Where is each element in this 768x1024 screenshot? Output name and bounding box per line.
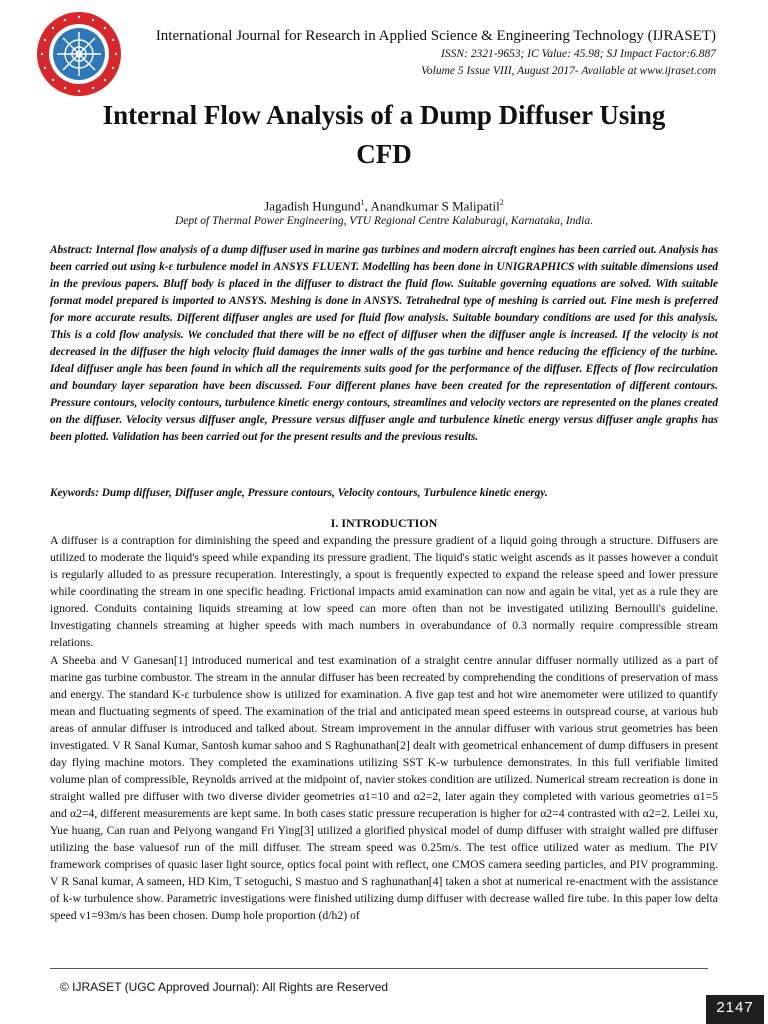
issn-line: ISSN: 2321-9653; IC Value: 45.98; SJ Impact Factor:6.887 xyxy=(441,48,716,60)
author-name: Jagadish Hungund xyxy=(264,198,361,214)
author-name: Anandkumar S Malipatil xyxy=(370,198,500,214)
intro-paragraph-1: A diffuser is a contraption for diminishing the speed and expanding the pressure gradient of a liquid going through a structure. Diffusers are utilized to moderate the liquid's speed while expanding its pressure gradient. The liquid's static weight ascends as it passes however a conduit is regularly alluded to as pressure recuperation. Interestingly, a spout is frequently expected to expand the release speed and lower pressure while coordinating the stream in one specific heading. Frictional impacts amid examination can now and again be vital, yet as a rule they are ignored. Conduits containing liquids streaming at low speed can more often than not be investigated utilizing Bernoulli's guideline. Investigating channels streaming at higher speeds with mach numbers in overabundance of 0.3 normally require compressible stream relations. xyxy=(50,534,718,649)
abstract: Abstract: Internal flow analysis of a dump diffuser used in marine gas turbines and modern aircraft engines has been carried out. Analysis has been carried out using k-ε turbulence model in ANSYS FLUENT. Modelling has been done in UNIGRAPHICS with suitable dimensions used in the previous papers. Bluff body is placed in the diffuser to distract the fluid flow. Suitable governing equations are solved. With suitable format model prepared is imported to ANSYS. Meshing is done in ANSYS. Tetrahedral type of meshing is carried out. Fine mesh is preferred for more accurate results. Different diffuser angles are used for fluid flow analysis. Suitable boundary conditions are used for this analysis. This is a cold flow analysis. We concluded that there will be no effect of diffuser when the diffuser angle is increased. If the velocity is not decreased in the diffuser the high velocity fluid damages the inner walls of the gas turbine and hence reducing the efficiency of the turbine. Ideal diffuser angle has been found in which all the requirements suits good for the performance of the diffuser. Effects of flow recirculation and boundary layer separation have been discussed. Four different planes have been created for the representation of different contours. Pressure contours, velocity contours, turbulence kinetic energy contours, streamlines and velocity vectors are represented on the planes created on the diffuser. Velocity versus diffuser angle, Pressure versus diffuser angle and turbulence kinetic energy versus diffuser angle graphs has been plotted. Validation has been carried out for the present results and the previous results. xyxy=(50,244,718,443)
paper-title xyxy=(40,96,728,174)
section-heading-introduction: I. INTRODUCTION xyxy=(330,516,438,530)
copyright-notice: © IJRASET (UGC Approved Journal): All Rights are Reserved xyxy=(60,980,389,994)
journal-header xyxy=(156,26,716,80)
page-number: 2147 xyxy=(706,995,764,1024)
paper-title-line1: Internal Flow Analysis of a Dump Diffuser Using xyxy=(102,100,666,130)
journal-seal-icon xyxy=(33,8,125,100)
footer-divider xyxy=(50,968,708,969)
volume-line: Volume 5 Issue VIII, August 2017- Available at www.ijraset.com xyxy=(421,65,716,77)
author-affil-number: 1 xyxy=(360,198,365,207)
author-separator: , xyxy=(364,198,371,214)
journal-name: International Journal for Research in Applied Science & Engineering Technology (IJRASET) xyxy=(155,28,716,44)
intro-paragraph-2: A Sheeba and V Ganesan[1] introduced numerical and test examination of a straight centre annular diffuser normally utilized as a part of marine gas turbine combustor. The stream in the annular diffuser has been recreated by comprehending the conditions of preservation of mass and energy. The standard K-ε turbulence show is utilized for examination. A five gap test and hot wire anemometer were utilized to quantify mean and fluctuating segments of speed. The examination of the trial and anticipated mean speed esteems in outspread course, at various hub areas of annular diffuser is introduced and talked about. Stream improvement in the annular diffuser with various strut geometries has been investigated. V R Sanal Kumar, Santosh kumar sahoo and S Raghunathan[2] dealt with geometrical enhancement of dump diffusers in present day flying machine motors. They completed the examinations utilizing SST K-w turbulence demonstrates. In this full verifiable limited volume plan of compressible, Reynolds arrived at the midpoint of, navier stokes condition are utilized. Numerical stream recreation is done in straight walled pre diffuser with two diverse divider geometries α1=10 and α2=2, later again they completed with various geometries α1=5 and α2=4, different measurements are kept same. In both cases static pressure recuperation is higher for α2=4 contrasted with α2=2. Leilei xu, Yue huang, Can ruan and Peiyong wangand Fri Ying[3] utilized a glorified physical model of dump diffuser with straight walled pre diffuser utilizing the base valuesof run of the mill diffuser. The stream speed was 0.25m/s. The test office utilized water as medium. The PIV framework comprises of quasic laser light source, optics focal point with reflect, one CMOS camera seeding particles, and PIV programming. V R Sanal kumar, A sameen, HD Kim, T setoguchi, S mastuo and S raghunathan[4] taken a shot at numerical re-enactment with the assistance of k-w turbulence show. Parametric investigations were finished utilizing dump diffuser with decrease walled fire tube. In this paper low delta speed v1=93m/s has been chosen. Dump hole proportion (d/h2) of xyxy=(50,654,718,922)
author-affil-number: 2 xyxy=(499,198,504,207)
affiliation: Dept of Thermal Power Engineering, VTU Regional Centre Kalaburagi, Karnataka, India. xyxy=(174,215,594,227)
keywords: Keywords: Dump diffuser, Diffuser angle, Pressure contours, Velocity contours, Turbulence kinetic energy. xyxy=(50,487,548,499)
paper-title-line2: CFD xyxy=(356,139,412,169)
